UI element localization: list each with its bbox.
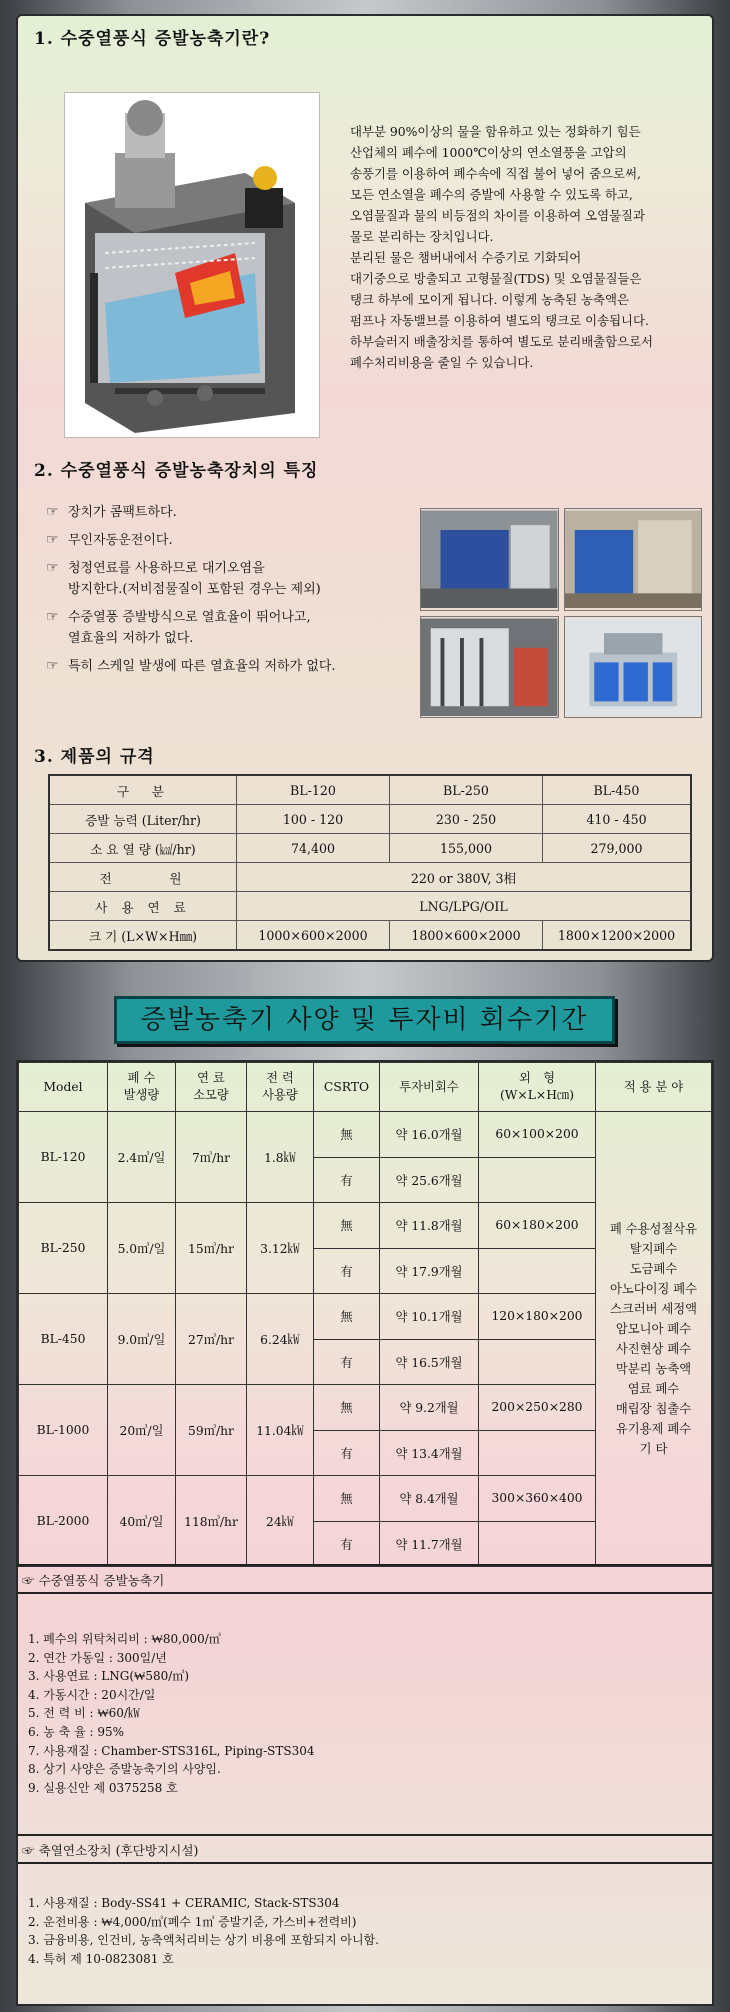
payback-cell: 약 11.7개월 [380,1521,479,1567]
intro-text: 대부분 90%이상의 물을 함유하고 있는 정화하기 힘든 산업체의 폐수에 1000℃이상의 연소열풍을 고압의 송풍기를 이용하여 폐수속에 직접 불어 넣어 줌으로써, 모든 연소열을 폐수의 증발에 사용할 수 있도록 하고, 오염물질과 물의 비등점의 차이를 이용하여 오염물질과 물로 분리하는 장치입니다. 분리된 물은 챔버내에서 수증기로 기화되어 대기중으로 방출되고 고형물질(TDS) 및 오염물질들은 탱크 하부에 모이게 됩니다. 이렇게 농축된 농축액은 펌프나 자동밸브를 이용하여 별도의 탱크로 이송됩니다. 하부슬러지 배출장치를 통하여 별도로 분리배출함으로서 폐수처리비용을 줄일 수 있습니다. [350,124,654,370]
evaporator-cutaway-image [64,92,320,438]
waste-cell: 40㎥/일 [108,1476,176,1567]
payback-cell: 약 17.9개월 [380,1248,479,1294]
waste-cell: 2.4㎥/일 [108,1112,176,1203]
spec-header-row [49,775,691,805]
note-item: 1. 사용재질 : Body-SS41 + CERAMIC, Stack-STS304 [28,1896,340,1910]
spec-label: 소 요 열 량 (㎉/hr) [49,834,237,863]
spec-label: 크 기 (L×W×H㎜) [49,921,237,951]
feature-item: ☞ 수중열풍 증발방식으로 열효율이 뛰어나고, 열효율의 저하가 없다. [46,607,416,649]
waste-cell: 20㎥/일 [108,1385,176,1476]
csrto-cell: 無 [314,1203,380,1249]
csrto-cell: 無 [314,1294,380,1340]
area-item: 탈지폐수 [629,1242,678,1256]
header-waste: 폐 수 발생량 [108,1063,176,1112]
payback-cell: 약 11.8개월 [380,1203,479,1249]
feature-list [46,502,416,684]
notes1-list [28,1630,315,1797]
installation-photos [420,508,702,718]
csrto-cell: 有 [314,1248,380,1294]
payback-cell: 약 25.6개월 [380,1157,479,1203]
spec-value: 1800×600×2000 [390,921,543,951]
area-item: 염료 폐수 [627,1382,680,1396]
spec-label: 증발 능력 (Liter/hr) [49,805,237,834]
feature-item: ☞ 무인자동운전이다. [46,530,416,551]
notes2-heading: ☞ 축열연소장치 (후단방지시설) [18,1834,712,1864]
note-item: 1. 폐수의 위탁처리비 : ₩80,000/㎥ [28,1632,221,1646]
spec-header-cell: BL-120 [237,775,390,805]
size-cell: 300×360×400 [479,1476,596,1522]
fuel-cell: 27㎥/hr [176,1294,247,1385]
note-item: 8. 상기 사양은 증발농축기의 사양임. [28,1762,221,1777]
payback-cell: 약 8.4개월 [380,1476,479,1522]
investment-banner: 증발농축기 사양 및 투자비 회수기간 [114,996,615,1044]
header-model: Model [19,1063,108,1112]
waste-cell: 5.0㎥/일 [108,1203,176,1294]
notes1-heading: ☞ 수중열풍식 증발농축기 [18,1564,712,1594]
fuel-cell: 118㎥/hr [176,1476,247,1567]
area-item: 기 타 [639,1442,668,1456]
spec-header-cell: 구 분 [49,775,237,805]
installation-photo [420,508,559,611]
power-cell: 6.24㎾ [247,1294,314,1385]
note-item: 2. 연간 가동일 : 300일/년 [28,1650,167,1665]
installation-photo [564,616,703,719]
spec-value: 155,000 [390,834,543,863]
payback-cell: 약 13.4개월 [380,1430,479,1476]
size-cell [479,1248,596,1294]
spec-row [49,892,691,921]
model-cell: BL-250 [19,1203,108,1294]
pointing-hand-icon: ☞ [46,609,59,625]
size-cell [479,1521,596,1567]
spec-label: 전 원 [49,863,237,892]
csrto-cell: 有 [314,1430,380,1476]
payback-cell: 약 9.2개월 [380,1385,479,1431]
note-item: 2. 운전비용 : ₩4,000/㎥(폐수 1㎥ 증발기준, 가스비+전력비) [28,1914,357,1929]
spec-table [48,774,692,951]
installation-photo [420,616,559,719]
model-cell: BL-120 [19,1112,108,1203]
section2-title: 2. 수중열풍식 증발농축장치의 특징 [34,461,319,481]
area-item: 매립장 침출수 [615,1402,692,1416]
spec-value: LNG/LPG/OIL [237,892,692,921]
spec-row [49,863,691,892]
header-areas: 적 용 분 야 [596,1063,712,1112]
power-cell: 3.12㎾ [247,1203,314,1294]
size-cell: 60×100×200 [479,1112,596,1158]
size-cell: 200×250×280 [479,1385,596,1431]
spec-row [49,921,691,951]
section3-title: 3. 제품의 규격 [34,747,155,767]
spec-value: 1000×600×2000 [237,921,390,951]
size-cell [479,1430,596,1476]
size-cell: 120×180×200 [479,1294,596,1340]
area-item: 스크러버 세정액 [609,1302,698,1316]
csrto-cell: 有 [314,1521,380,1567]
payback-cell: 약 16.5개월 [380,1339,479,1385]
feature-item: ☞ 특히 스케일 발생에 따른 열효율의 저하가 없다. [46,656,416,677]
intro-description [350,121,700,373]
header-fuel: 연 료 소모량 [176,1063,247,1112]
spec-value: 220 or 380V, 3相 [237,863,692,892]
size-cell [479,1157,596,1203]
note-item: 3. 사용연료 : LNG(₩580/㎥) [28,1669,189,1684]
area-item: 사진현상 폐수 [615,1342,692,1356]
area-item: 암모니아 폐수 [615,1322,692,1336]
notes2-list [28,1894,379,1968]
spec-header-cell: BL-450 [543,775,692,805]
spec-value: 74,400 [237,834,390,863]
installation-photo [564,508,703,611]
investment-panel [16,1060,714,2006]
model-cell: BL-2000 [19,1476,108,1567]
header-power: 전 력 사용량 [247,1063,314,1112]
spec-header-cell: BL-250 [390,775,543,805]
pointing-hand-icon: ☞ [46,560,59,576]
csrto-cell: 無 [314,1476,380,1522]
fuel-cell: 15㎥/hr [176,1203,247,1294]
pointing-hand-icon: ☞ [46,658,59,674]
note-item: 6. 농 축 율 : 95% [28,1724,125,1739]
power-cell: 11.04㎾ [247,1385,314,1476]
model-cell: BL-1000 [19,1385,108,1476]
power-cell: 1.8㎾ [247,1112,314,1203]
fuel-cell: 59㎥/hr [176,1385,247,1476]
note-item: 3. 금융비용, 인건비, 농축액처리비는 상기 비용에 포함되지 아니함. [28,1933,379,1948]
area-item: 폐 수용성절삭유 [609,1222,698,1236]
note-item: 4. 가동시간 : 20시간/일 [28,1687,156,1702]
product-info-panel [16,14,714,962]
waste-cell: 9.0㎥/일 [108,1294,176,1385]
area-item: 막분리 농축액 [615,1362,692,1376]
fuel-cell: 7㎥/hr [176,1112,247,1203]
csrto-cell: 無 [314,1112,380,1158]
spec-label: 사 용 연 료 [49,892,237,921]
size-cell [479,1339,596,1385]
pointing-hand-icon: ☞ [46,504,59,520]
feature-item: ☞ 장치가 콤팩트하다. [46,502,416,523]
header-csrto: CSRTO [314,1063,380,1112]
pointing-hand-icon: ☞ [46,532,59,548]
feature-item: ☞ 청정연료를 사용하므로 대기오염을 방지한다.(저비점물질이 포함된 경우는 제외) [46,558,416,600]
area-item: 아노다이징 폐수 [609,1282,698,1296]
area-item: 유기용제 폐수 [615,1422,692,1436]
header-payback: 투자비회수 [380,1063,479,1112]
spec-value: 100 - 120 [237,805,390,834]
spec-row [49,834,691,863]
note-item: 9. 실용신안 제 0375258 호 [28,1780,178,1795]
note-item: 5. 전 력 비 : ₩60/㎾ [28,1706,140,1721]
spec-value: 279,000 [543,834,692,863]
payback-cell: 약 10.1개월 [380,1294,479,1340]
power-cell: 24㎾ [247,1476,314,1567]
payback-cell: 약 16.0개월 [380,1112,479,1158]
csrto-cell: 有 [314,1339,380,1385]
table-row [19,1112,712,1158]
investment-header-row [19,1063,712,1112]
area-item: 도금폐수 [629,1262,678,1276]
header-size: 외 형 (W×L×H㎝) [479,1063,596,1112]
spec-value: 410 - 450 [543,805,692,834]
note-item: 7. 사용재질 : Chamber-STS316L, Piping-STS304 [28,1743,315,1758]
size-cell: 60×180×200 [479,1203,596,1249]
spec-value: 230 - 250 [390,805,543,834]
csrto-cell: 無 [314,1385,380,1431]
note-item: 4. 특허 제 10-0823081 호 [28,1951,174,1966]
investment-table [18,1062,712,1567]
application-areas [596,1112,712,1567]
csrto-cell: 有 [314,1157,380,1203]
spec-value: 1800×1200×2000 [543,921,692,951]
section1-title: 1. 수중열풍식 증발농축기란? [34,29,271,49]
model-cell: BL-450 [19,1294,108,1385]
spec-row [49,805,691,834]
